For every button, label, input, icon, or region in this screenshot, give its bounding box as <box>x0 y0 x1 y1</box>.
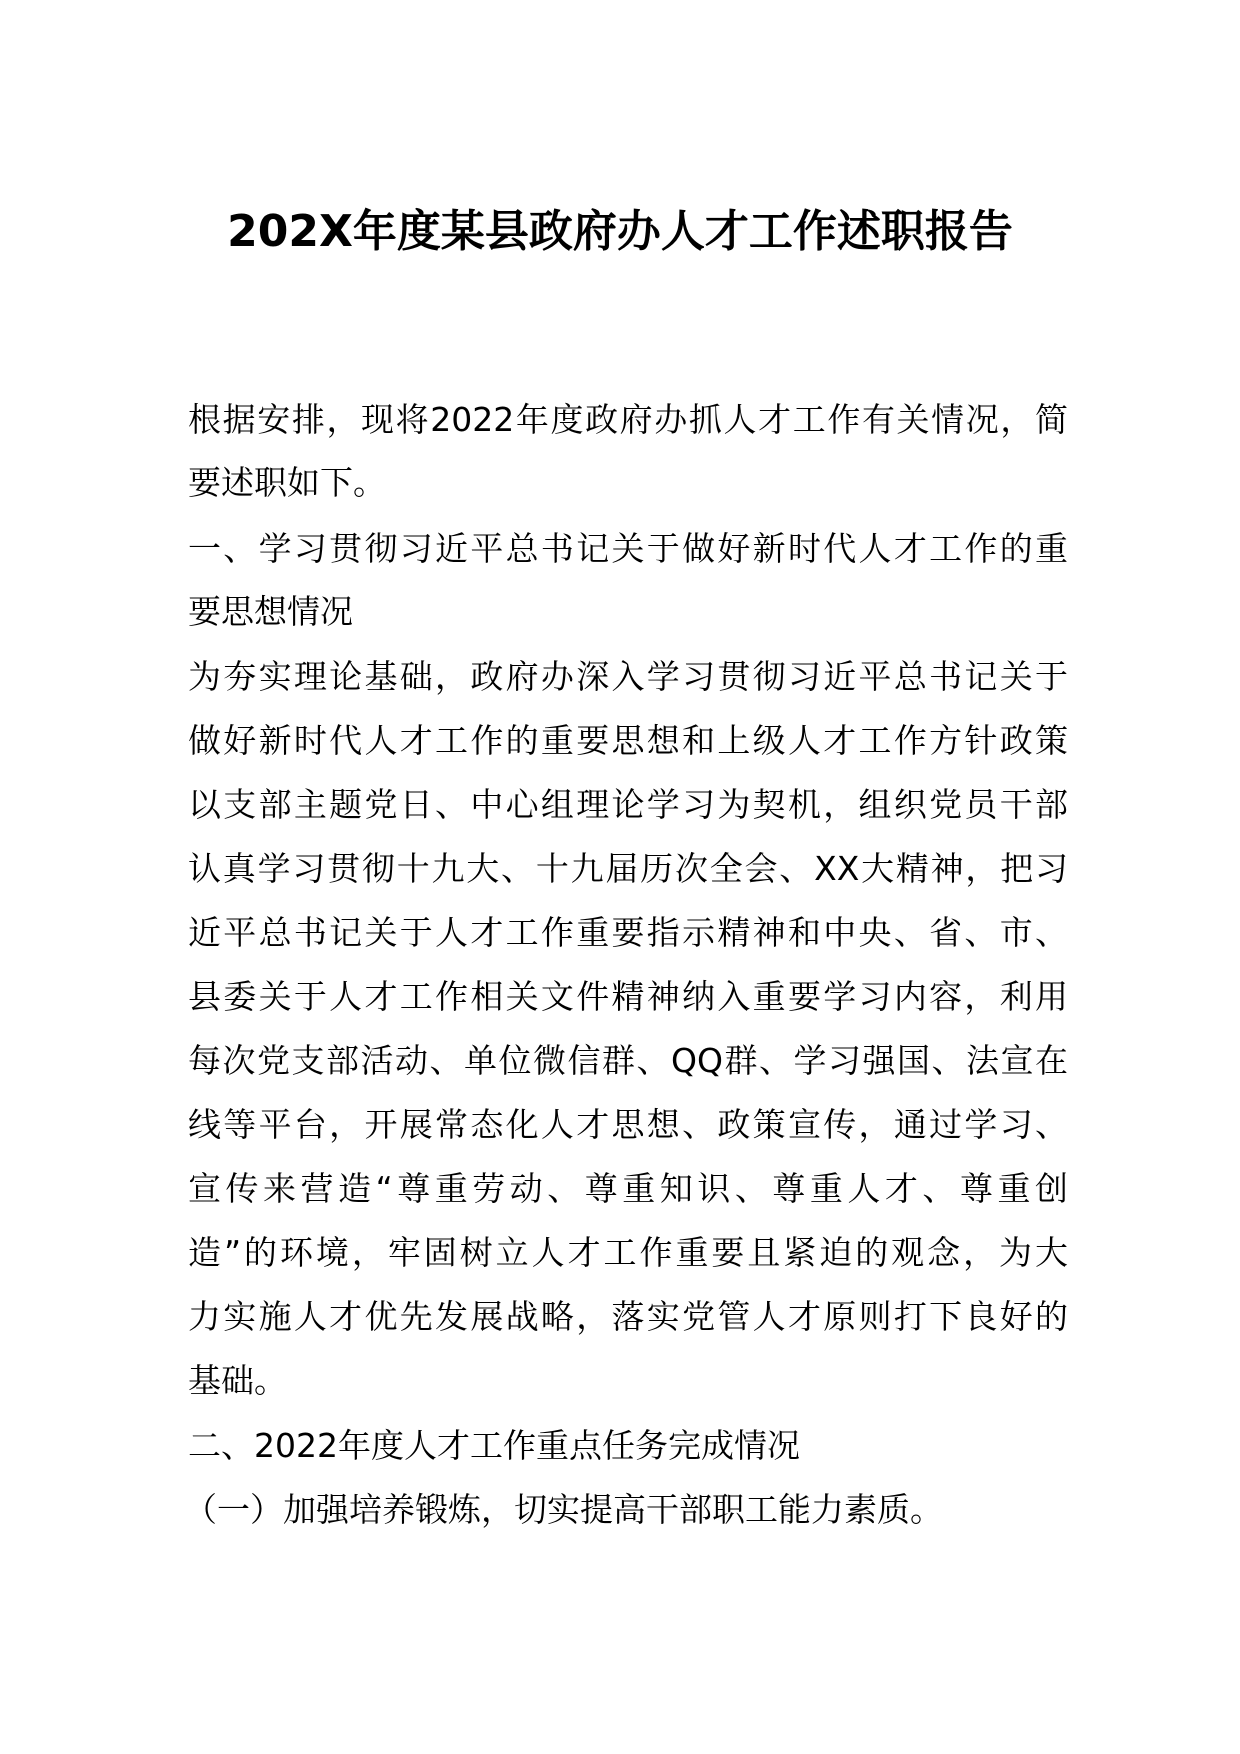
paragraph-line: 线等平台，开展常态化人才思想、政策宣传，通过学习、 <box>188 1105 1068 1144</box>
document-title: 202X年度某县政府办人才工作述职报告 <box>227 206 1013 257</box>
section-heading-line: 二、2022年度人才工作重点任务完成情况 <box>188 1426 800 1465</box>
paragraph-line: 基础。 <box>188 1361 287 1400</box>
paragraph-line: 以支部主题党日、中心组理论学习为契机，组织党员干部 <box>188 785 1068 824</box>
subsection-heading-line: （一）加强培养锻炼，切实提高干部职工能力素质。 <box>184 1490 943 1529</box>
paragraph-line: 近平总书记关于人才工作重要指示精神和中央、省、市、 <box>188 913 1068 952</box>
section-heading-line: 要思想情况 <box>188 592 353 631</box>
paragraph-line: 要述职如下。 <box>188 463 386 502</box>
paragraph-line: 力实施人才优先发展战略，落实党管人才原则打下良好的 <box>188 1297 1068 1336</box>
paragraph-line: 每次党支部活动、单位微信群、QQ群、学习强国、法宣在 <box>188 1041 1068 1080</box>
paragraph-line: 县委关于人才工作相关文件精神纳入重要学习内容，利用 <box>188 977 1068 1016</box>
paragraph-line: 做好新时代人才工作的重要思想和上级人才工作方针政策 <box>188 721 1068 760</box>
paragraph-line: 根据安排，现将2022年度政府办抓人才工作有关情况，简 <box>188 400 1068 439</box>
paragraph-line: 为夯实理论基础，政府办深入学习贯彻习近平总书记关于 <box>188 657 1068 696</box>
paragraph-line: 造”的环境，牢固树立人才工作重要且紧迫的观念，为大 <box>188 1233 1068 1272</box>
section-heading-line: 一、学习贯彻习近平总书记关于做好新时代人才工作的重 <box>188 529 1068 568</box>
paragraph-line: 宣传来营造“尊重劳动、尊重知识、尊重人才、尊重创 <box>188 1169 1068 1208</box>
paragraph-line: 认真学习贯彻十九大、十九届历次全会、XX大精神，把习 <box>188 849 1068 888</box>
